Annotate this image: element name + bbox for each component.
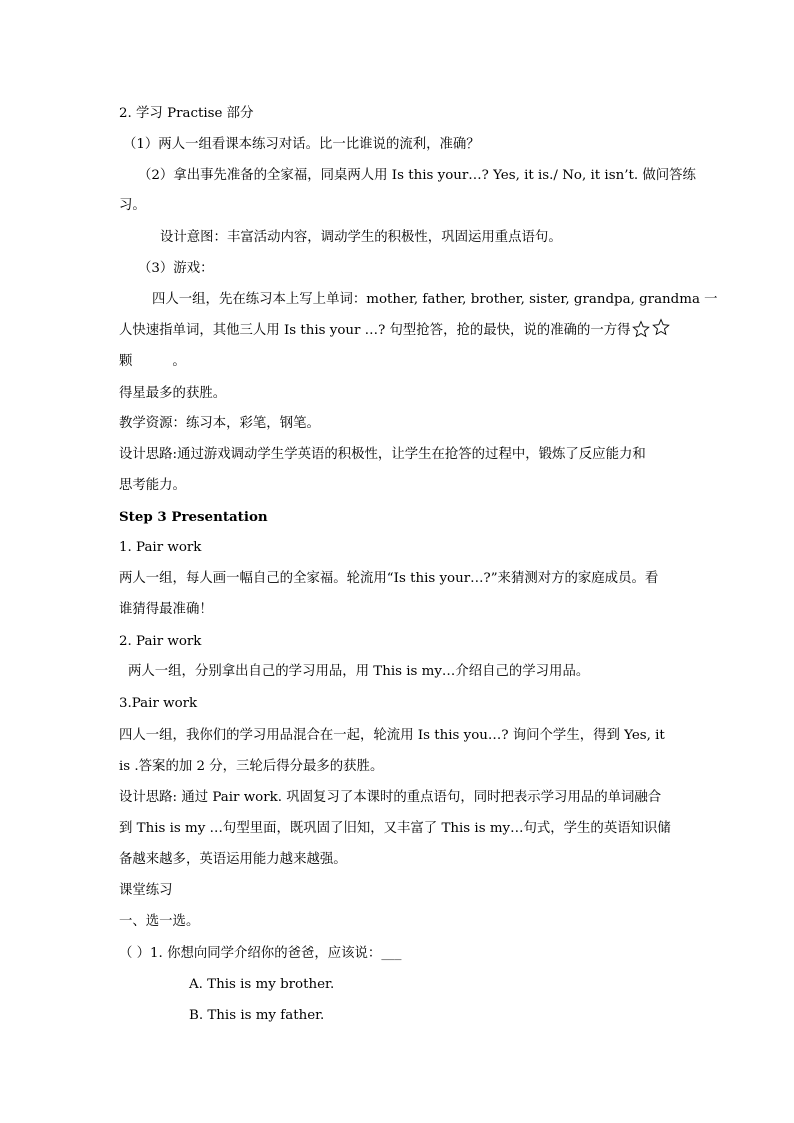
option-b: B. This is my father.: [189, 1008, 325, 1023]
game-reward-line: [119, 354, 186, 370]
pair-work-2-text: 两人一组，分别拿出自己的学习用品，用 This is my…介绍自己的学习用品。: [128, 664, 590, 679]
question-1: （ ）1. 你想向同学介绍你的爸爸，应该说：___: [119, 946, 402, 961]
winner-rule: 得星最多的获胜。: [119, 386, 227, 401]
pair-work-1-title: 1. Pair work: [119, 540, 202, 555]
game-paragraph-cont: 人快速指单词，其他三人用 Is this your …? 句型抢答，抢的最快，说的准确的一方得: [119, 323, 631, 338]
step-3-heading: Step 3 Presentation: [119, 509, 268, 525]
reward-period: 。: [172, 354, 186, 369]
star-icon: [632, 320, 650, 338]
activity-3-title: （3）游戏：: [138, 261, 214, 276]
game-paragraph: 四人一组，先在练习本上写上单词：mother, father, brother, sister, grandpa, grandma 一: [152, 292, 718, 307]
exercise-section-1: 一、选一选。: [119, 914, 200, 929]
pair-work-3-title: 3.Pair work: [119, 696, 198, 711]
pair-work-2-title: 2. Pair work: [119, 634, 202, 649]
activity-2: （2）拿出事先准备的全家福，同桌两人用 Is this your…? Yes, it is./ No, it isn’t. 做问答练: [138, 168, 696, 183]
pair-work-3-text-cont: is .答案的加 2 分，三轮后得分最多的获胜。: [119, 759, 384, 774]
activity-2-cont: 习。: [119, 198, 146, 213]
activity-1: （1）两人一组看课本练习对话。比一比谁说的流利，准确？: [123, 137, 480, 152]
design-thinking-2-cont-1: 到 This is my …句型里面，既巩固了旧知，又丰富了 This is my…句式，学生的英语知识储: [119, 821, 671, 836]
pair-work-1-text-cont: 谁猜得最准确！: [119, 602, 213, 617]
classroom-exercises-heading: 课堂练习: [119, 883, 173, 898]
reward-word: 颗: [119, 354, 133, 369]
pair-work-1-text: 两人一组，每人画一幅自己的全家福。轮流用“Is this your…?”来猜测对方的家庭成员。看: [119, 571, 659, 586]
pair-work-3-text: 四人一组，我你们的学习用品混合在一起，轮流用 Is this you…? 询问个学生，得到 Yes, it: [119, 728, 665, 743]
design-thinking-2: 设计思路: 通过 Pair work. 巩固复习了本课时的重点语句，同时把表示学习用品的单词融合: [119, 790, 662, 805]
star-icon: [652, 318, 670, 336]
teaching-resources: 教学资源：练习本，彩笔，钢笔。: [119, 416, 320, 431]
design-intent: 设计意图：丰富活动内容，调动学生的积极性，巩固运用重点语句。: [160, 230, 562, 245]
option-a: A. This is my brother.: [189, 977, 335, 992]
design-thinking-1: 设计思路:通过游戏调动学生学英语的积极性，让学生在抢答的过程中，锻炼了反应能力和: [119, 447, 646, 462]
design-thinking-2-cont-2: 备越来越多，英语运用能力越来越强。: [119, 852, 347, 867]
design-thinking-1-cont: 思考能力。: [119, 478, 186, 493]
section-heading-practise: 2. 学习 Practise 部分: [119, 106, 254, 121]
